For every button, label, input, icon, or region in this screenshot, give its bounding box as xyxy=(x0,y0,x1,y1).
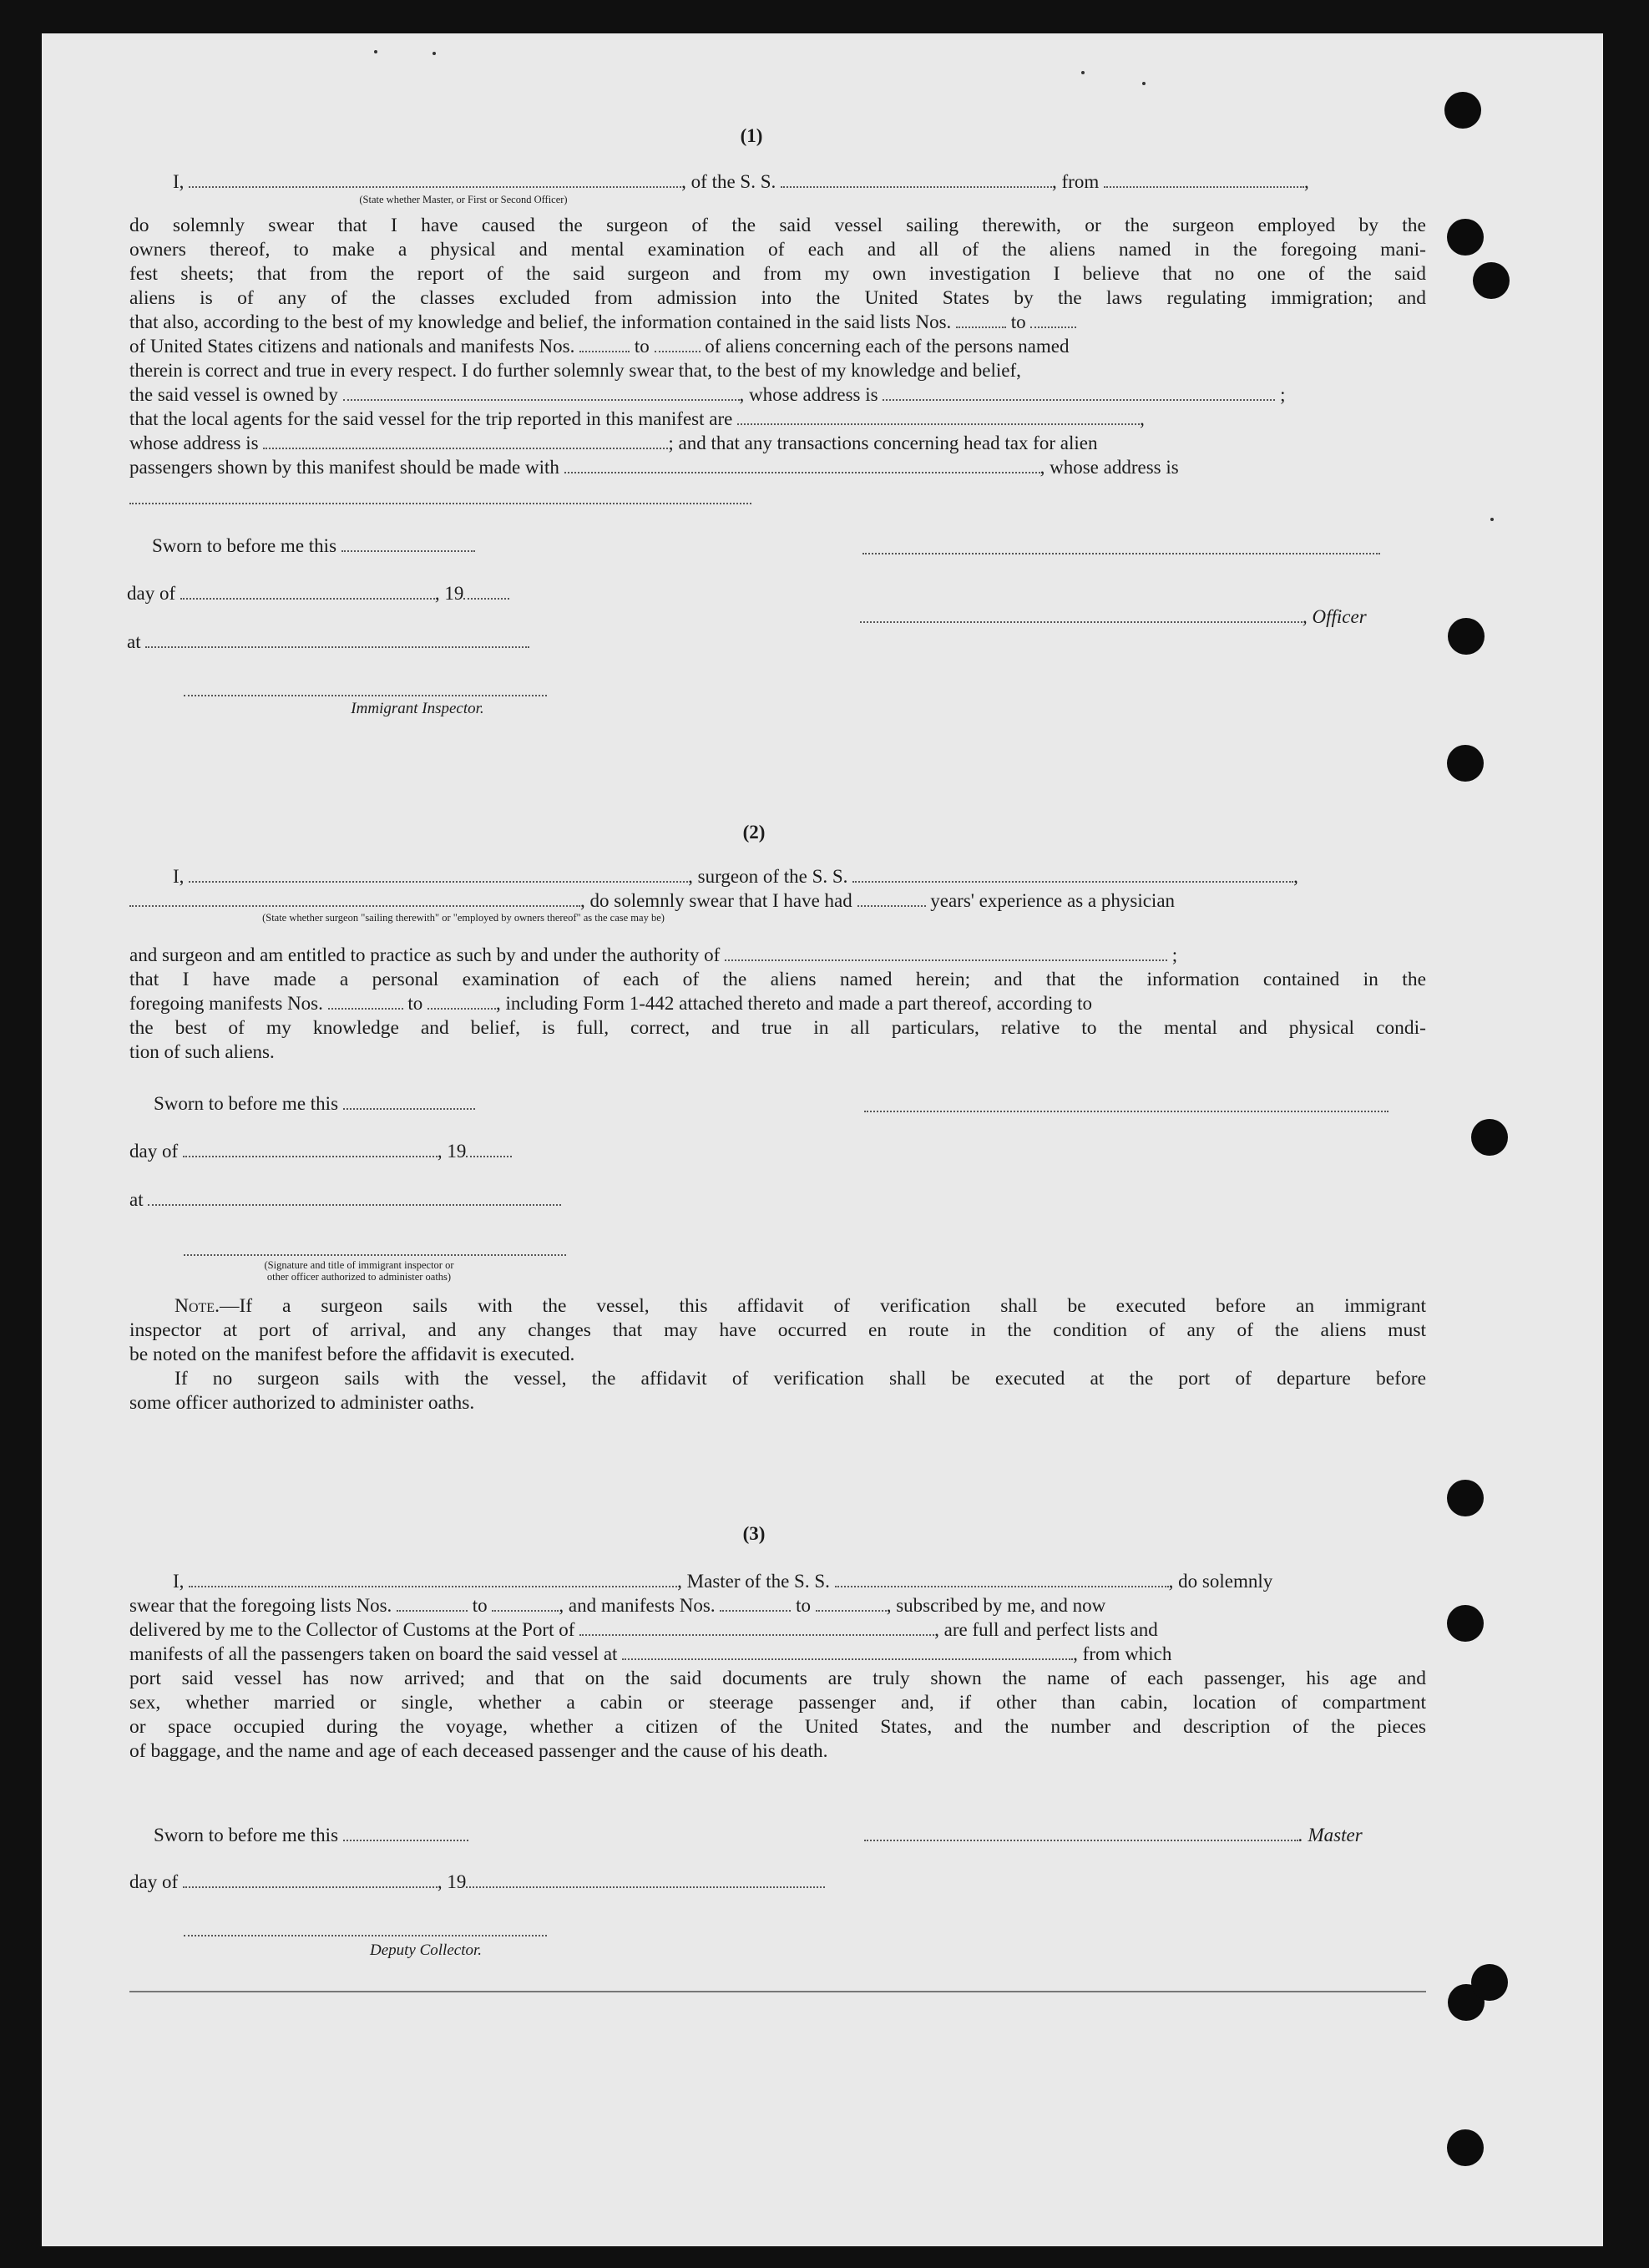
punch-hole xyxy=(1447,745,1484,782)
ink-speck xyxy=(432,52,436,55)
s2-note: Note.—If a surgeon sails with the vessel, this affidavit of verification shall be executed before an immigrant inspector at port of arrival, and any changes that may have occurred en route in the condition of any of the aliens must be noted on the manifest before the affidavit is executed. If no surgeon sails with the vessel, the affidavit of verification shall be executed at the port of departure before some officer authorized to administer oaths. xyxy=(129,1295,1426,1414)
head-tax-address-field[interactable] xyxy=(129,503,751,504)
s1-at: at xyxy=(127,630,529,654)
note-label: Note. xyxy=(175,1295,220,1317)
s2-signature-hint-2: other officer authorized to administer oaths) xyxy=(266,1271,452,1283)
s2-line-7: tion of such aliens. xyxy=(129,1041,275,1062)
s1-year-field[interactable] xyxy=(463,582,509,600)
s2-administrator-signature-line[interactable] xyxy=(184,1254,566,1256)
s1-line-9: the said vessel is owned by , whose address is ; xyxy=(129,384,1286,405)
s2-line-1: I, , surgeon of the S. S. , xyxy=(173,866,1298,887)
s3-manifests-to-field[interactable] xyxy=(816,1594,887,1612)
master-name-field[interactable] xyxy=(189,1570,677,1587)
s2-surgeon-signature-line[interactable] xyxy=(864,1111,1388,1112)
section-2-number: (2) xyxy=(742,822,766,843)
s2-line-3: and surgeon and am entitled to practice as such by and under the authority of ; xyxy=(129,944,1178,965)
s3-sworn-date-field[interactable] xyxy=(343,1824,468,1841)
s1-line-6: that also, according to the best of my knowledge and belief, the information contained in the said lists Nos. to xyxy=(129,311,1076,334)
officer-rank-hint: (State whether Master, or First or Second Officer) xyxy=(359,194,568,205)
s2-year-field[interactable] xyxy=(466,1140,512,1157)
ink-speck xyxy=(1081,71,1085,74)
boarding-port-field[interactable] xyxy=(622,1643,1073,1660)
s3-year-field[interactable] xyxy=(466,1871,825,1888)
s3-line-3: delivered by me to the Collector of Customs at the Port of , are full and perfect lists and xyxy=(129,1619,1158,1640)
local-agents-field[interactable] xyxy=(737,408,1140,425)
years-experience-field[interactable] xyxy=(857,889,926,907)
collector-signature-line[interactable] xyxy=(184,1935,547,1936)
punch-hole xyxy=(1471,1964,1508,2001)
ink-speck xyxy=(374,50,377,53)
punch-hole xyxy=(1473,262,1510,299)
s2-vessel-field[interactable] xyxy=(852,865,1293,883)
head-tax-contact-field[interactable] xyxy=(564,456,1040,473)
punch-hole xyxy=(1447,1605,1484,1642)
practice-authority-field[interactable] xyxy=(725,944,1167,961)
s1-officer-signature-line[interactable] xyxy=(862,553,1380,554)
s1-line-11: whose address is ; and that any transactions concerning head tax for alien xyxy=(129,433,1098,453)
s2-at: at xyxy=(129,1188,561,1212)
manifest-affidavit-page xyxy=(42,33,1603,2246)
s1-sworn-date-field[interactable] xyxy=(341,534,475,552)
s2-day: day of , 19 xyxy=(129,1140,512,1163)
s2-day-field[interactable] xyxy=(183,1140,438,1157)
lists-to-field[interactable] xyxy=(1030,311,1076,328)
s1-day-field[interactable] xyxy=(180,582,435,600)
manifests-to-field[interactable] xyxy=(655,335,701,352)
punch-hole xyxy=(1448,618,1485,655)
s2-sworn-date-field[interactable] xyxy=(343,1092,475,1110)
punch-hole xyxy=(1447,1480,1484,1516)
port-field[interactable] xyxy=(579,1618,934,1636)
s3-day-field[interactable] xyxy=(183,1871,438,1888)
section-1-number: (1) xyxy=(740,125,763,146)
s1-at-field[interactable] xyxy=(145,630,529,648)
s1-officer-field[interactable] xyxy=(860,605,1303,623)
owner-field[interactable] xyxy=(343,383,740,401)
s3-master: . Master xyxy=(864,1824,1363,1847)
s1-line-12: passengers shown by this manifest should be made with , whose address is xyxy=(129,457,1179,478)
s3-day: day of , 19 xyxy=(129,1871,825,1894)
s2-line-4: that I have made a personal examination of each of the aliens named herein; and that the information contained in the xyxy=(129,969,1426,990)
lists-from-field[interactable] xyxy=(956,311,1006,328)
surgeon-status-field[interactable] xyxy=(129,889,580,907)
s2-manifests-from-field[interactable] xyxy=(328,992,403,1010)
s3-sworn: Sworn to before me this xyxy=(154,1824,468,1847)
s2-line-2: , do solemnly swear that I have had years' experience as a physician xyxy=(129,889,1175,913)
vessel-name-field[interactable] xyxy=(781,170,1052,188)
s2-line-5: foregoing manifests Nos. to , including Form 1-442 attached thereto and made a part thereof, according to xyxy=(129,993,1093,1014)
owner-address-field[interactable] xyxy=(883,383,1275,401)
s3-lists-from-field[interactable] xyxy=(397,1594,468,1612)
manifests-from-field[interactable] xyxy=(579,335,630,352)
s2-sworn: Sworn to before me this xyxy=(154,1092,475,1116)
s3-vessel-field[interactable] xyxy=(835,1570,1169,1587)
punch-hole xyxy=(1447,2129,1484,2166)
ink-speck xyxy=(1490,518,1494,521)
s2-signature-hint-1: (Signature and title of immigrant inspector or xyxy=(264,1259,454,1271)
s3-master-signature-field[interactable] xyxy=(864,1824,1298,1841)
s2-line-6: the best of my knowledge and belief, is full, correct, and true in all particulars, relative to the mental and physical condi- xyxy=(129,1017,1426,1039)
punch-hole xyxy=(1447,219,1484,256)
s1-line-8: therein is correct and true in every respect. I do further solemnly swear that, to the best of my knowledge and belief, xyxy=(129,360,1021,381)
officer-name-field[interactable] xyxy=(189,170,681,188)
agents-address-field[interactable] xyxy=(263,432,668,449)
s1-officer: , Officer xyxy=(860,605,1367,629)
s1-line-1: I, , of the S. S. , from , xyxy=(173,171,1309,192)
from-port-field[interactable] xyxy=(1104,170,1304,188)
s3-body: port said vessel has now arrived; and that on the said documents are truly shown the name of each passenger, his age and sex, whether married or single, whether a cabin or steerage passenger and, if other than cabin, location of compartment or space occupied during the voyage, whether a citizen of the United States, and the number and description of the pieces of baggage, and the name and age of each deceased passenger and the cause of his death. xyxy=(129,1668,1426,1762)
s2-manifests-to-field[interactable] xyxy=(427,992,496,1010)
section-3-number: (3) xyxy=(742,1523,766,1544)
ink-speck xyxy=(1142,82,1146,85)
s3-line-1: I, , Master of the S. S. , do solemnly xyxy=(173,1571,1273,1592)
inspector-signature-line[interactable] xyxy=(184,695,547,696)
surgeon-name-field[interactable] xyxy=(189,865,688,883)
deputy-collector-label: Deputy Collector. xyxy=(369,1941,483,1959)
punch-hole xyxy=(1471,1119,1508,1156)
immigrant-inspector-label: Immigrant Inspector. xyxy=(351,700,484,717)
punch-hole xyxy=(1444,92,1481,129)
s2-at-field[interactable] xyxy=(148,1188,561,1206)
s3-line-2: swear that the foregoing lists Nos. to , and manifests Nos. to , subscribed by me, and now xyxy=(129,1595,1106,1616)
bottom-rule xyxy=(129,1991,1426,1992)
s3-line-4: manifests of all the passengers taken on board the said vessel at , from which xyxy=(129,1643,1172,1664)
s3-lists-to-field[interactable] xyxy=(492,1594,559,1612)
s1-body: do solemnly swear that I have caused the surgeon of the said vessel sailing therewith, or the surgeon employed by the owners thereof, to make a physical and mental examination of each and all of the aliens named in the foregoing mani- fest sheets; that from the report of the said surgeon and from my own investigation I believe that no one of the said aliens is of any of the classes excluded from admission into the United States by the laws regulating immigration; and xyxy=(129,215,1426,309)
s1-line-7: of United States citizens and nationals and manifests Nos. to of aliens concerning each of the persons named xyxy=(129,336,1070,357)
s1-day: day of , 19 xyxy=(127,582,509,605)
surgeon-status-hint: (State whether surgeon "sailing therewith" or "employed by owners thereof" as the case may be) xyxy=(262,912,665,924)
s3-manifests-from-field[interactable] xyxy=(720,1594,791,1612)
s1-sworn: Sworn to before me this xyxy=(152,534,475,558)
s1-line-10: that the local agents for the said vessel for the trip reported in this manifest are , xyxy=(129,408,1145,429)
